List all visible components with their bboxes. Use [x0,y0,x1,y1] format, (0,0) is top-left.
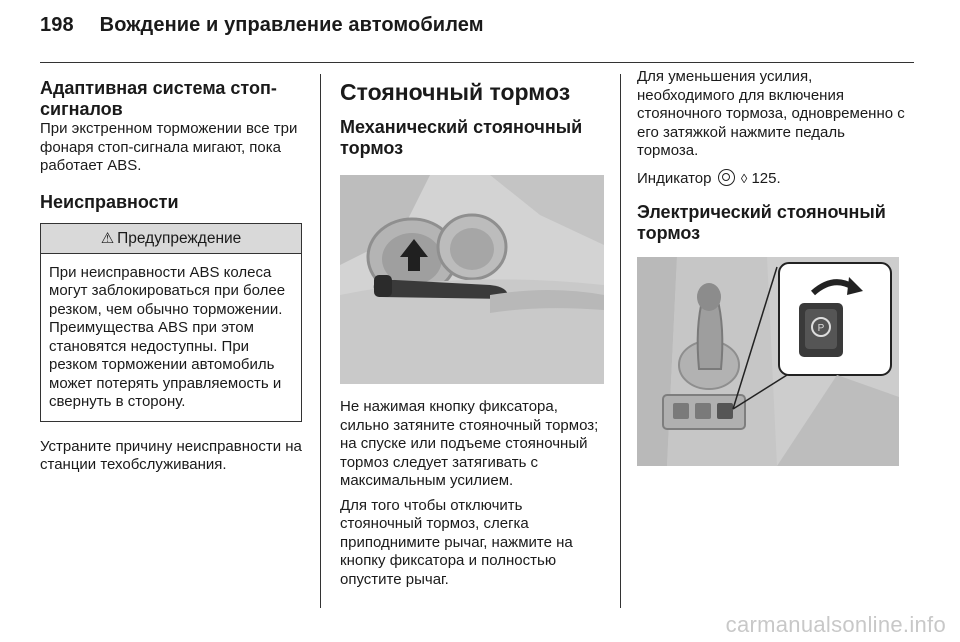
column-3 [637,68,905,466]
page-reference-icon: ◊ [740,170,748,186]
parking-brake-indicator-icon [718,169,735,186]
column-1 [40,68,302,475]
section-heading-mechanical-brake: Механический стояночный тормоз [340,117,583,158]
mechanical-parking-brake-illustration [340,175,604,384]
svg-text:P: P [817,323,825,334]
warning-body [41,254,301,421]
page-header [40,14,484,37]
mechanical-brake-apply-text: Не нажимая кнопку фиксатора, сильно затяните стояночный тормоз; на спуске или подъеме стояночный тормоз следует затягивать с максимальным усилием. [340,398,599,489]
column-divider-2 [620,74,621,608]
watermark: carmanualsonline.info [725,612,946,637]
warning-title: Предупреждение [117,229,242,247]
indicator-page-reference: 125. [751,169,781,187]
warning-box [40,223,302,422]
brake-effort-text: Для уменьшения усилия, необходимого для включения стояночного тормоза, одновременно с его затяжкой нажмите педаль тормоза. [637,68,905,159]
warning-text: При неисправности ABS колеса могут заблокироваться при более резком, чем обычно торможении. Преимущества ABS при этом становятся недоступны. При резком торможении автомобиль может потерять управляемость и свернуть в сторону. [49,263,286,410]
electric-parking-brake-illustration [637,257,899,466]
section-heading-adaptive-brake-lights: Адаптивная система стоп-сигналов [40,78,277,119]
warning-header [41,224,301,254]
page-number: 198 [40,14,74,36]
indicator-label: Индикатор [637,169,712,187]
section-title-parking-brake: Стояночный тормоз [340,79,571,105]
page-title: Вождение и управление автомобилем [99,14,484,36]
warning-icon: ⚠ [100,229,115,247]
mechanical-brake-release-text: Для того чтобы отключить стояночный тормоз, слегка приподнимите рычаг, нажмите на кнопку фиксатора и полностью опустите рычаг. [340,496,573,588]
faults-remedy-text: Устраните причину неисправности на станции техобслуживания. [40,437,302,473]
section-heading-faults: Неисправности [40,191,179,212]
column-2 [340,68,604,589]
adaptive-brake-lights-text: При экстренном торможении все три фонаря стоп-сигнала мигают, пока работает ABS. [40,120,298,174]
header-rule [40,62,914,63]
indicator-reference [637,169,905,189]
section-heading-electric-brake: Электрический стояночный тормоз [637,202,886,243]
column-divider-1 [320,74,321,608]
